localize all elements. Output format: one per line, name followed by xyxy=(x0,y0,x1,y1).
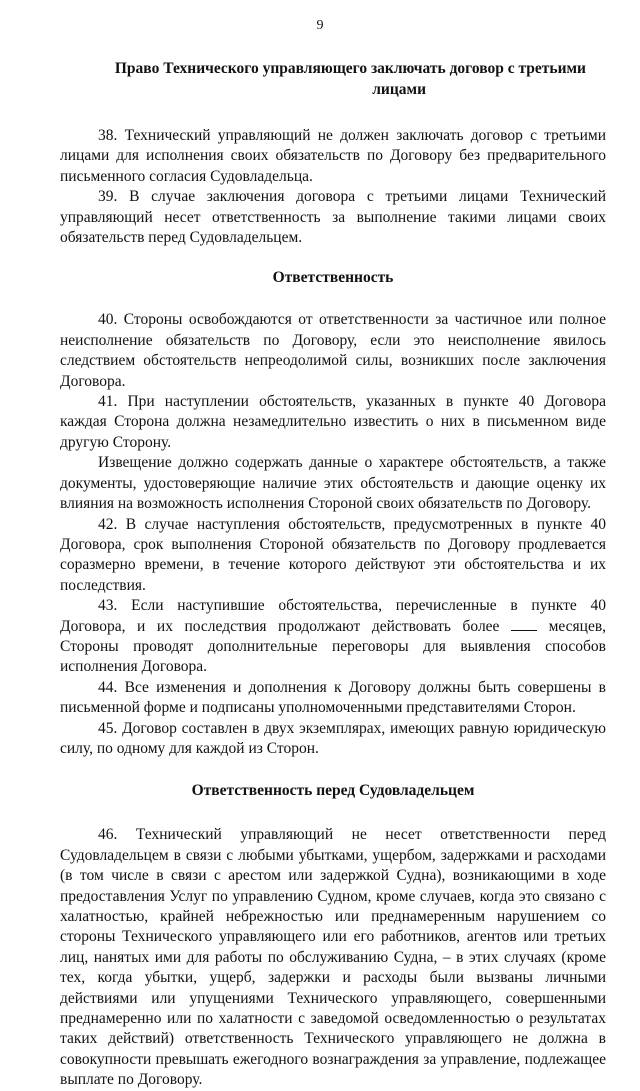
section-heading-liability: Ответственность xyxy=(272,269,394,287)
section-third-party-body xyxy=(60,126,606,248)
document-body xyxy=(60,58,606,1091)
paragraph-45: 45. Договор составлен в двух экземплярах, имеющих равную юридическую силу, по одному для каждой из Сторон. xyxy=(60,719,606,757)
paragraph-42: 42. В случае наступления обстоятельств, предусмотренных в пункте 40 Договора, срок выполнения Стороной обязательств по Договору продлевается соразмерно времени, в течение которого действуют эти обстоятельства и их последствия. xyxy=(60,515,606,594)
heading-line-2: лицами xyxy=(372,81,426,98)
section-owner-liability-body xyxy=(60,825,606,1090)
paragraph-43-part-1: 43. Если наступившие обстоятельства, перечисленные в пункте 40 Договора, и их последствия продолжают действовать более xyxy=(60,597,606,635)
paragraph-46: 46. Технический управляющий не несет ответственности перед Судовладельцем в связи с любыми убытками, ущербом, задержками и расходами (в том числе в связи с арестом или задержкой Судна), возникающими в ходе предоставления Услуг по управлению Судном, кроме случаев, когда это связано с халатностью, крайней небрежностью или преднамеренным нарушением со стороны Технического управляющего или его работников, агентов или третьих лиц, нанятых ими для работы по обслуживанию Судна, – в этих случаях (кроме тех, когда убытки, ущерб, задержки и расходы были вызваны личными действиями или упущениями Технического управляющего, совершенными преднамеренно или по халатности с заведомой осведомленностью о результатах таких действий) ответственность Технического управляющего не должна в совокупности превышать ежегодного вознаграждения за управление, подлежащее выплате по Договору. xyxy=(60,826,606,1089)
paragraph-41: 41. При наступлении обстоятельств, указанных в пункте 40 Договора каждая Сторона должна незамедлительно известить о них в письменном виде другую Сторону. xyxy=(60,393,606,451)
section-heading-third-party xyxy=(60,58,606,100)
heading-line-1: Право Технического управляющего заключать договор с третьими xyxy=(114,60,586,77)
section-heading-owner-liability: Ответственность перед Судовладельцем xyxy=(191,782,475,800)
paragraph-43-part-2: месяцев, Стороны проводят дополнительные переговоры для выявления способов исполнения Договора. xyxy=(60,617,607,676)
page-number: 9 xyxy=(316,18,324,33)
blank-line xyxy=(511,618,537,631)
paragraph-43 xyxy=(60,596,606,678)
section-liability-body xyxy=(60,310,606,759)
paragraph-39: 39. В случае заключения договора с третьими лицами Технический управляющий несет ответственность за выполнение такими лицами своих обязательств перед Судовладельцем. xyxy=(60,188,606,247)
paragraph-40: 40. Стороны освобождаются от ответственности за частичное или полное неисполнение обязательств по Договору, если это неисполнение явилось следствием обстоятельств непреодолимой силы, возникших после заключения Договора. xyxy=(60,311,606,390)
paragraph-38: 38. Технический управляющий не должен заключать договор с третьими лицами для исполнения своих обязательств по Договору без предварительного письменного согласия Судовладельца. xyxy=(60,127,606,185)
paragraph-notice: Извещение должно содержать данные о характере обстоятельств, а также документы, удостоверяющие наличие этих обстоятельств и дающие оценку их влияния на возможность исполнения Стороной своих обязательств по Договору. xyxy=(60,454,606,513)
paragraph-44: 44. Все изменения и дополнения к Договору должны быть совершены в письменной форме и подписаны уполномоченными представителями Сторон. xyxy=(60,678,606,717)
